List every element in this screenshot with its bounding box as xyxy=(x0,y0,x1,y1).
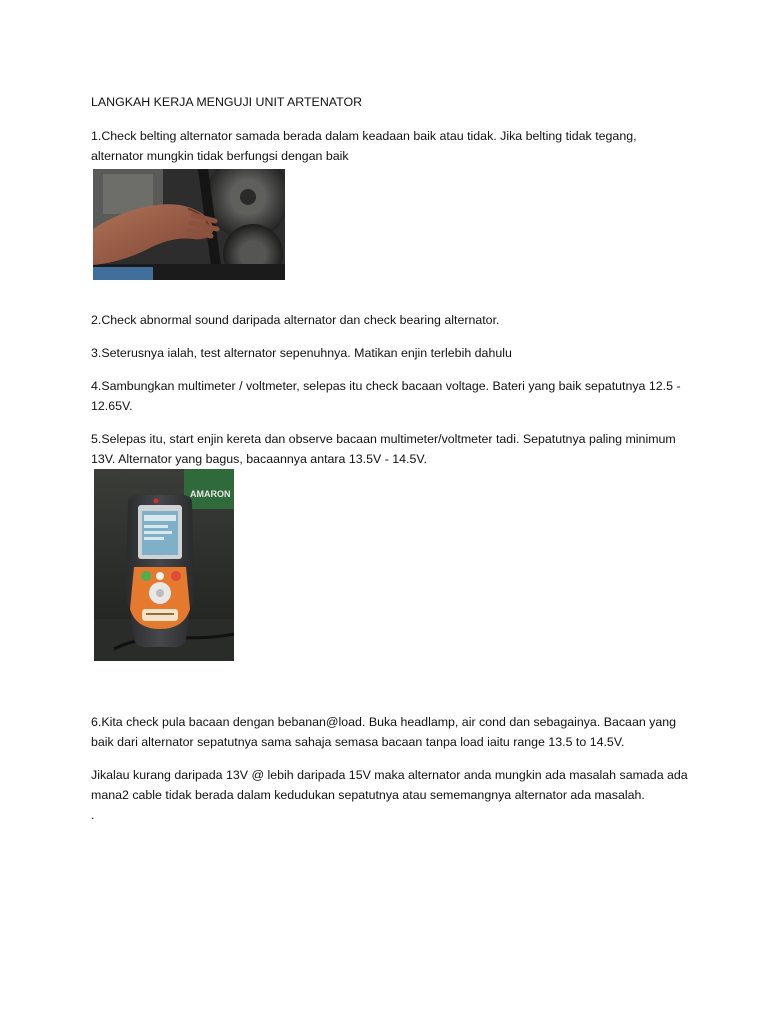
engine-belt-photo-icon xyxy=(93,169,285,280)
step-6-text: 6.Kita check pula bacaan dengan bebanan@load. Buka headlamp, air cond dan sebagainya. Bacaan yang baik dari alternator sepatutnya sama sahaja semasa bacaan tanpa load iaitu range 13.5 to 14.5V. xyxy=(91,715,677,749)
step-4-text: 4.Sambungkan multimeter / voltmeter, selepas itu check bacaan voltage. Bateri yang baik sepatutnya 12.5 - 12.65V. xyxy=(91,379,681,413)
document-title: LANGKAH KERJA MENGUJI UNIT ARTENATOR xyxy=(91,95,363,109)
conclusion-text: Jikalau kurang daripada 13V @ lebih daripada 15V maka alternator anda mungkin ada masalah samada ada mana2 cable tidak berada dalam kedudukan sepatutnya atau sememangnya alternator ada masalah. xyxy=(91,768,688,802)
battery-tester-photo-icon xyxy=(94,469,234,661)
step-2-text: 2.Check abnormal sound daripada alternator dan check bearing alternator. xyxy=(91,313,500,327)
battery-label: AMARON xyxy=(190,489,231,499)
tester-photo xyxy=(94,469,234,661)
step-3-text: 3.Seterusnya ialah, test alternator sepenuhnya. Matikan enjin terlebih dahulu xyxy=(91,346,512,360)
trailing-mark: . xyxy=(91,808,95,822)
belt-photo xyxy=(93,169,285,280)
step-5-text: 5.Selepas itu, start enjin kereta dan observe bacaan multimeter/voltmeter tadi. Sepatutnya paling minimum 13V. Alternator yang bagus, bacaannya antara 13.5V - 14.5V. xyxy=(91,432,676,466)
step-1-text: 1.Check belting alternator samada berada dalam keadaan baik atau tidak. Jika belting tidak tegang, alternator mungkin tidak berfungsi dengan baik xyxy=(91,129,637,163)
